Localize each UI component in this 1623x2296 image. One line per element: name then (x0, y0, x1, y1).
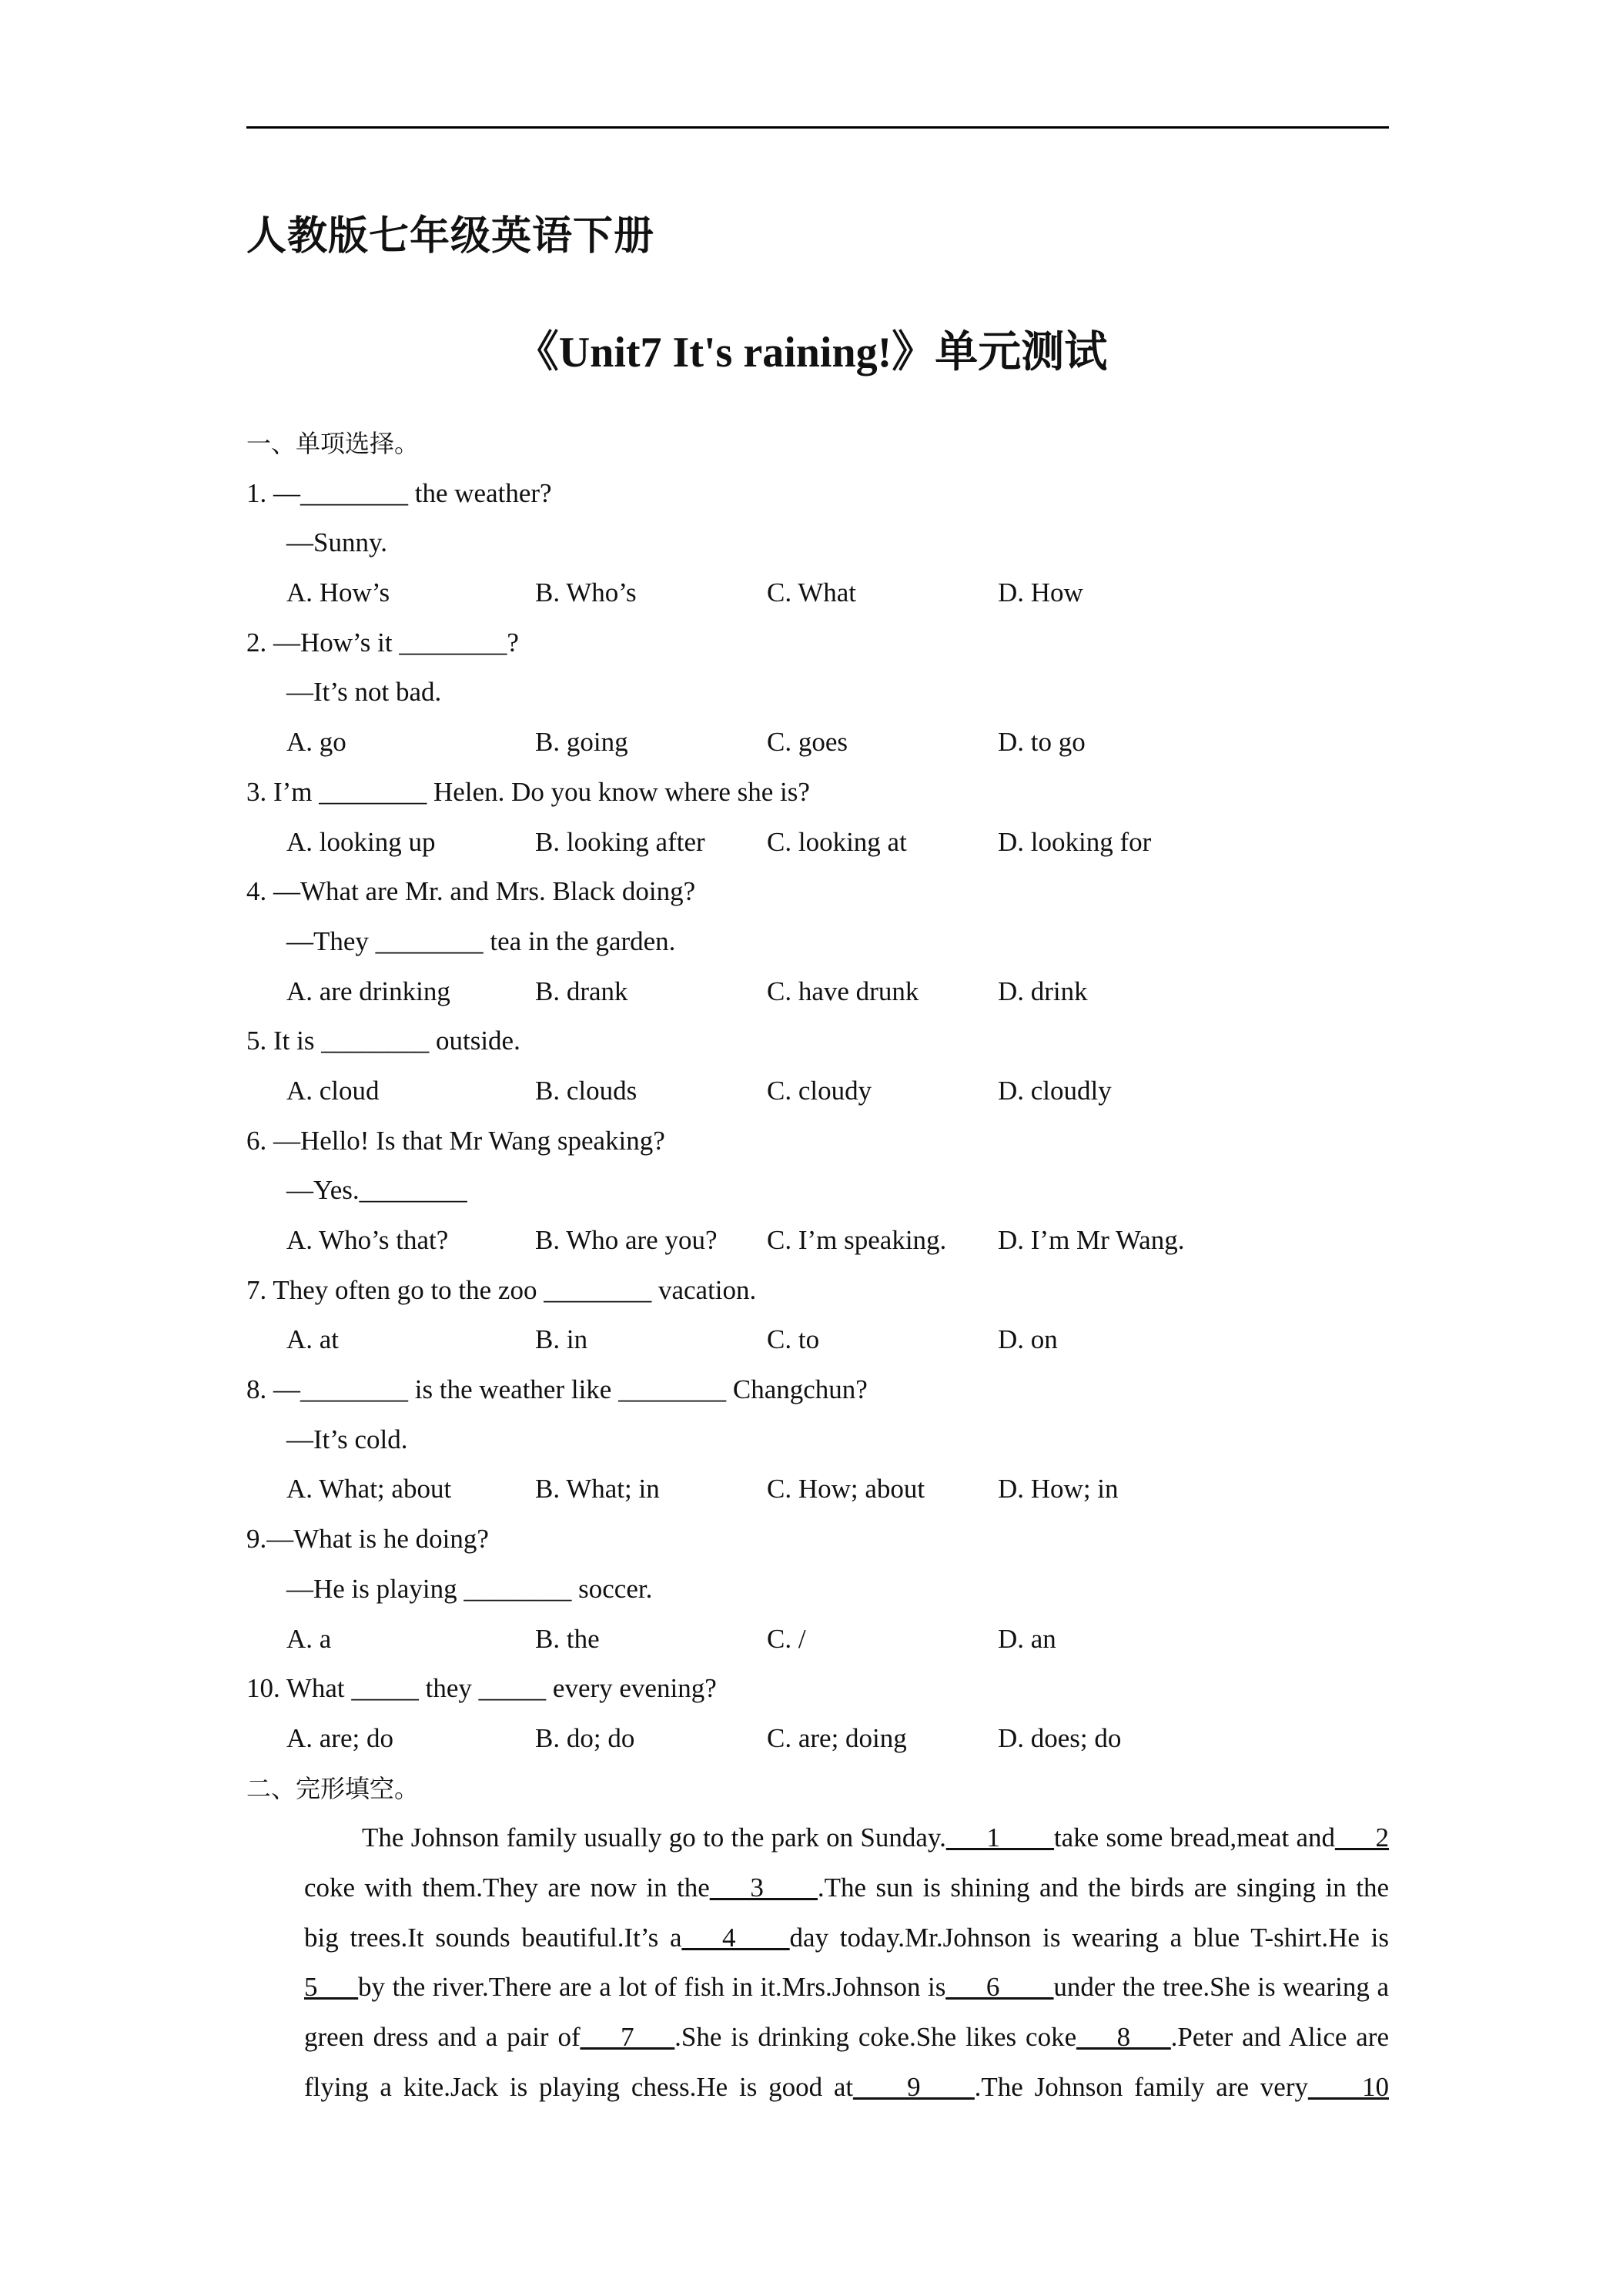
answer-options (246, 1216, 1389, 1266)
answer-option-c: C. goes (767, 727, 848, 758)
answer-option-d: D. an (998, 1623, 1056, 1654)
cloze-passage (246, 1813, 1389, 2112)
cloze-blank: 5___ (304, 1972, 358, 2003)
passage-text: under the tree.She is wearing a (1053, 1972, 1389, 2003)
question-stem: 1. —________ the weather? (246, 477, 552, 508)
question-list (246, 469, 1389, 1764)
answer-options (246, 967, 1389, 1017)
answer-option-c: C. What (767, 577, 857, 608)
answer-option-c: C. / (767, 1623, 806, 1654)
passage-text: flying a kite.Jack is playing chess.He is good at (304, 2071, 854, 2102)
answer-option-a: A. a (286, 1623, 332, 1654)
cloze-blank: ___7___ (580, 2022, 675, 2052)
answer-options (246, 568, 1389, 618)
answer-option-d: D. How (998, 577, 1083, 608)
cloze-blank: ___2 (1335, 1822, 1390, 1853)
question-reply: —It’s not bad. (286, 677, 442, 708)
question-stem: 6. —Hello! Is that Mr Wang speaking? (246, 1125, 665, 1156)
question-reply: —He is playing ________ soccer. (286, 1573, 653, 1604)
question-stem: 9.—What is he doing? (246, 1524, 489, 1555)
answer-option-a: A. are drinking (286, 976, 450, 1006)
passage-text: by the river.There are a lot of fish in it.Mrs.Johnson is (358, 1972, 946, 2003)
answer-option-a: A. are; do (286, 1722, 393, 1753)
passage-line (246, 2063, 1389, 2113)
answer-option-c: C. looking at (767, 826, 907, 857)
passage-text: .Peter and Alice are (1170, 2022, 1389, 2052)
answer-option-a: A. looking up (286, 826, 436, 857)
passage-line (246, 1863, 1389, 1913)
answer-option-a: A. go (286, 727, 346, 758)
passage-line (246, 1963, 1389, 2013)
question-reply: —It’s cold. (286, 1424, 408, 1454)
answer-option-b: B. Who are you? (535, 1225, 718, 1255)
answer-options (246, 1464, 1389, 1514)
cloze-blank: ____10 (1307, 2071, 1389, 2102)
answer-option-b: B. Who’s (535, 577, 637, 608)
answer-option-d: D. to go (998, 727, 1086, 758)
question-stem: 7. They often go to the zoo ________ vacation. (246, 1274, 757, 1305)
answer-option-d: D. looking for (998, 826, 1152, 857)
question-stem: 4. —What are Mr. and Mrs. Black doing? (246, 876, 696, 907)
answer-option-d: D. How; in (998, 1474, 1119, 1504)
answer-option-b: B. clouds (535, 1075, 637, 1106)
section-heading-single-choice: 一、单项选择。 (246, 429, 420, 458)
answer-option-d: D. does; do (998, 1722, 1122, 1753)
question-stem: 5. It is ________ outside. (246, 1026, 520, 1056)
answer-options (246, 1714, 1389, 1764)
passage-text: green dress and a pair of (304, 2022, 581, 2052)
answer-option-b: B. looking after (535, 826, 705, 857)
cloze-blank: ___1____ (945, 1822, 1054, 1853)
exam-content (246, 419, 1389, 2112)
answer-options (246, 1615, 1389, 1665)
header-rule (246, 126, 1389, 129)
answer-option-b: B. going (535, 727, 628, 758)
answer-option-b: B. drank (535, 976, 628, 1006)
passage-text: The Johnson family usually go to the park on Sunday. (362, 1822, 946, 1853)
answer-option-d: D. cloudly (998, 1075, 1112, 1106)
answer-option-c: C. I’m speaking. (767, 1225, 947, 1255)
answer-option-a: A. Who’s that? (286, 1225, 449, 1255)
document-title: 人教版七年级英语下册 (246, 213, 655, 259)
answer-option-a: A. cloud (286, 1075, 380, 1106)
answer-options (246, 818, 1389, 868)
passage-text: coke with them.They are now in the (304, 1872, 710, 1903)
question-stem: 10. What _____ they _____ every evening? (246, 1673, 717, 1704)
answer-option-c: C. have drunk (767, 976, 919, 1006)
answer-options (246, 718, 1389, 768)
answer-option-b: B. the (535, 1623, 600, 1654)
section-heading-cloze: 二、完形填空。 (246, 1773, 420, 1803)
passage-text: .She is drinking coke.She likes coke (674, 2022, 1077, 2052)
question-reply: —They ________ tea in the garden. (286, 925, 676, 956)
answer-option-b: B. in (535, 1324, 588, 1355)
answer-option-c: C. to (767, 1324, 820, 1355)
answer-option-d: D. drink (998, 976, 1088, 1006)
passage-line (246, 1813, 1389, 1863)
cloze-blank: ___3____ (709, 1872, 818, 1903)
answer-option-a: A. at (286, 1324, 340, 1355)
cloze-blank: ___8___ (1076, 2022, 1171, 2052)
answer-option-d: D. I’m Mr Wang. (998, 1225, 1185, 1255)
question-stem: 3. I’m ________ Helen. Do you know where she is? (246, 776, 810, 807)
passage-line (246, 2013, 1389, 2063)
cloze-blank: ___6____ (945, 1972, 1054, 2003)
passage-line (246, 1913, 1389, 1963)
question-reply: —Yes.________ (286, 1175, 467, 1206)
passage-text: .The sun is shining and the birds are singing in the (817, 1872, 1389, 1903)
answer-option-b: B. What; in (535, 1474, 660, 1504)
cloze-blank: ____9____ (853, 2071, 975, 2102)
answer-option-a: A. What; about (286, 1474, 452, 1504)
answer-option-c: C. are; doing (767, 1722, 907, 1753)
cloze-blank: ___4____ (681, 1922, 790, 1953)
question-stem: 8. —________ is the weather like ________ Changchun? (246, 1374, 868, 1405)
passage-text: big trees.It sounds beautiful.It’s a (304, 1922, 682, 1953)
question-reply: —Sunny. (286, 527, 387, 558)
passage-text: take some bread,meat and (1053, 1822, 1336, 1853)
passage-text: .The Johnson family are very (974, 2071, 1308, 2102)
answer-options (246, 1066, 1389, 1116)
question-stem: 2. —How’s it ________? (246, 627, 519, 658)
passage-text: day today.Mr.Johnson is wearing a blue T-shirt.He is (789, 1922, 1389, 1953)
answer-option-c: C. cloudy (767, 1075, 872, 1106)
answer-options (246, 1315, 1389, 1365)
answer-option-d: D. on (998, 1324, 1058, 1355)
answer-option-b: B. do; do (535, 1722, 635, 1753)
document-subtitle: 《Unit7 It's raining!》单元测试 (515, 329, 1108, 377)
answer-option-c: C. How; about (767, 1474, 925, 1504)
answer-option-a: A. How’s (286, 577, 390, 608)
